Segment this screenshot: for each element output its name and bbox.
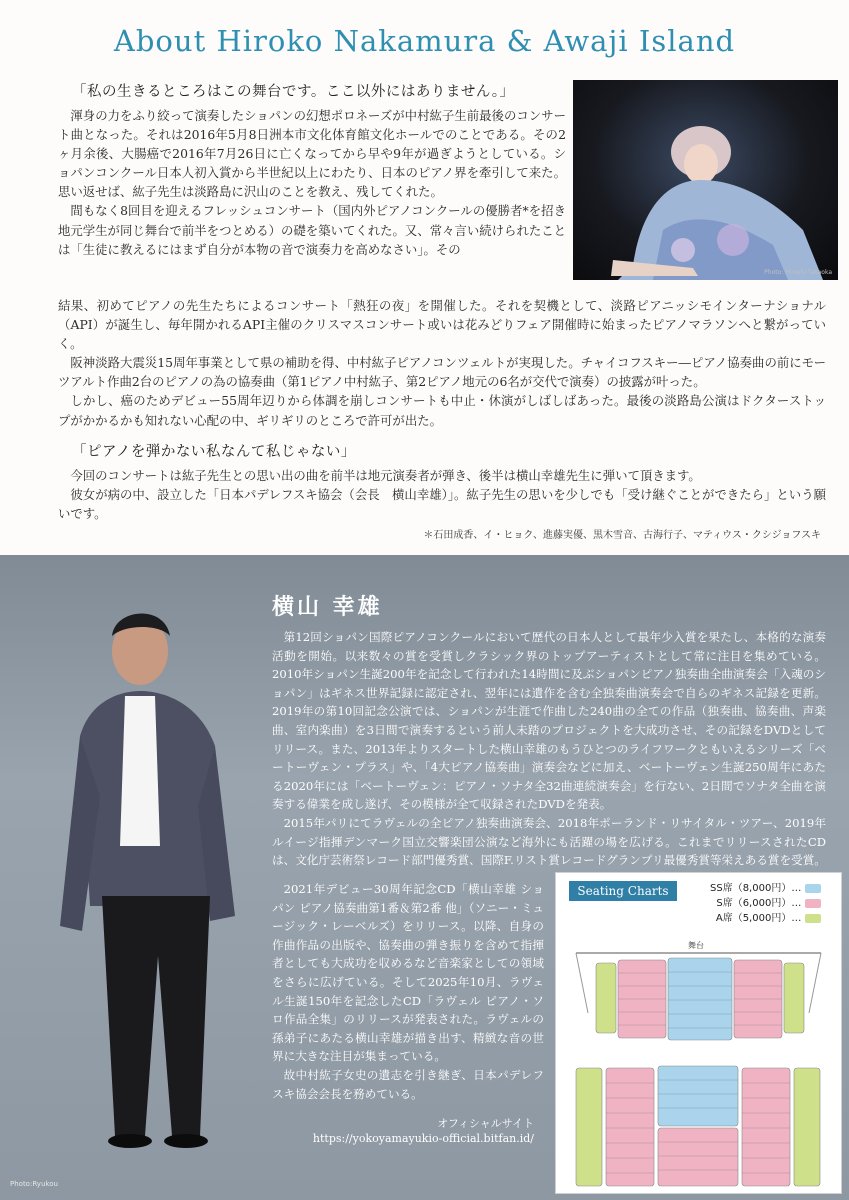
seating-map bbox=[556, 928, 841, 1190]
portrait-photo-hiroko-nakamura bbox=[573, 80, 838, 280]
footnote: ＊石田成香、イ・ヒョク、進藤実優、黒木雪音、古海行子、マティウス・クシジョフスキ bbox=[423, 530, 821, 541]
seating-chart-title: Seating Charts bbox=[569, 881, 677, 901]
legend-label: A席（5,000円）… bbox=[715, 913, 802, 924]
photo-credit: Photo: Hiroshi Takaoka bbox=[764, 269, 832, 276]
portrait-illustration bbox=[573, 80, 838, 280]
paragraph: 彼女が病の中、設立した「日本パデレフスキ協会（会長 横山幸雄）」。紘子先生の思いを少しでも「受け継ぐことができたら」という願いです。 bbox=[58, 487, 826, 522]
seating-legend bbox=[710, 881, 821, 926]
legend-item-s bbox=[710, 896, 821, 911]
legend-item-ss bbox=[710, 881, 821, 896]
official-site-label: オフィシャルサイト bbox=[437, 1117, 534, 1130]
seat-block-s bbox=[658, 1128, 738, 1186]
paragraph: 第12回ショパン国際ピアノコンクールにおいて歴代の日本人として最年少入賞を果たし、本格的な演奏活動を開始。以来数々の賞を受賞しクラシック界のトップアーティストとして常に注目を集めている。2010年ショパン生誕200年を記念して行われた14時間に及ぶショパンピアノ独奏曲全曲演奏会「入魂のショパン」はギネス世界記録に認定され、翌年には遺作を含む全独奏曲演奏会で自らのギネス記録を更新。2019年の第10回記念公演では、ショパンが生涯で作曲した240曲の全ての作品（独奏曲、協奏曲、声楽曲、室内楽曲）を3日間で演奏するという前人未踏のプロジェクトを大成功させ、その記録をDVDとしてリリース。また、2013年よりスタートした横山幸雄のもうひとつのライフワークともいえるシリーズ「ベートーヴェン・プラス」や、「4大ピアノ協奏曲」演奏会などに加え、ベートーヴェン生誕250周年にあたる2020年には「ベートーヴェン：ピアノ・ソナタ全32曲連続演奏会」を行ない、2日間でソナタ全曲を演奏する偉業を成し遂げ、その模様が全て収録されたDVDを発表。 bbox=[272, 630, 826, 812]
seat-block-s bbox=[606, 1068, 654, 1186]
legend-label: SS席（8,000円）… bbox=[710, 883, 802, 894]
quote-1: 「私の生きるところはこの舞台です。ここ以外にはありません。」 bbox=[72, 84, 515, 100]
seat-block-ss bbox=[668, 958, 732, 1040]
paragraph: 故中村紘子女史の遺志を引き継ぎ、日本パデレフスキ協会会長を務めている。 bbox=[272, 1067, 544, 1101]
bio-text-wide bbox=[272, 628, 826, 870]
page-title: About Hiroko Nakamura & Awaji Island bbox=[113, 24, 736, 58]
seat-block-a bbox=[794, 1068, 820, 1186]
seat-block-a bbox=[596, 963, 616, 1033]
seating-chart bbox=[555, 872, 842, 1194]
seat-block-a bbox=[576, 1068, 602, 1186]
photo-credit: Photo:Ryukou bbox=[10, 1180, 58, 1188]
legend-swatch bbox=[805, 899, 821, 908]
legend-swatch bbox=[805, 884, 821, 893]
paragraph: 2015年パリにてラヴェルの全ピアノ独奏曲演奏会、2018年ポーランド・リサイタル・ツアー、2019年ルイージ指揮デンマーク国立交響楽団公演など海外にも活躍の場を広げる。これまでリリースされたCDは、文化庁芸術祭レコード部門優秀賞、国際F.リスト賞レコードグランプリ最優秀賞等栄えある賞を受賞。 bbox=[272, 815, 826, 868]
legend-swatch bbox=[805, 914, 821, 923]
intro-text-narrow bbox=[58, 106, 566, 259]
quote-2: 「ピアノを弾かない私なんて私じゃない」 bbox=[72, 444, 356, 460]
paragraph: 今回のコンサートは紘子先生との思い出の曲を前半は地元演奏者が弾き、後半は横山幸雄先生に弾いて頂きます。 bbox=[70, 468, 701, 483]
portrait-photo-yukio-yokoyama bbox=[60, 596, 260, 1196]
official-site-link[interactable]: https://yokoyamayukio-official.bitfan.id/ bbox=[312, 1132, 534, 1145]
paragraph: 阪神淡路大震災15周年事業として県の補助を得、中村紘子ピアノコンツェルトが実現した。チャイコフスキー―ピアノ協奏曲の前にモーツアルト作曲2台のピアノの為の協奏曲（第1ピアノ中村紘子、第2ピアノ地元の6名が交代で演奏）の披露が叶った。 bbox=[58, 355, 826, 390]
legend-label: S席（6,000円）… bbox=[716, 898, 802, 909]
bio-text-narrow bbox=[272, 880, 544, 1103]
artist-name: 横山 幸雄 bbox=[272, 594, 383, 620]
stage-label: 舞台 bbox=[688, 941, 704, 950]
closing-text bbox=[58, 466, 826, 523]
seat-block-ss bbox=[658, 1066, 738, 1126]
paragraph: 間もなく8回目を迎えるフレッシュコンサート（国内外ピアノコンクールの優勝者*を招き地元学生が同じ舞台で前半をつとめる）の礎を築いてくれた。又、常々言い続けられたことは「生徒に教えるにはまず自分が本物の音で演奏力を高めなさい」。その bbox=[58, 203, 567, 257]
paragraph: 渾身の力をふり絞って演奏したショパンの幻想ポロネーズが中村紘子生前最後のコンサート曲となった。それは2016年5月8日洲本市文化体育館文化ホールでのことである。その2ヶ月余後、大腸癌で2016年7月26日に亡くなってから早や9年が過ぎようとしている。ショパンコンクール日本人初入賞から半世紀以上にわたり、日本のピアノ界を牽引して来た。思い返せば、紘子先生は淡路島に沢山のことを教え、残してくれた。 bbox=[58, 108, 566, 200]
seat-block-a bbox=[784, 963, 804, 1033]
seat-block-s bbox=[742, 1068, 790, 1186]
legend-item-a bbox=[710, 911, 821, 926]
paragraph: しかし、癌のためデビュー55周年辺りから体調を崩しコンサートも中止・休演がしばしばあった。最後の淡路島公演はドクターストップがかかるかも知れない心配の中、ギリギリのところで許可が出た。 bbox=[58, 393, 826, 428]
paragraph: 結果、初めてピアノの先生たちによるコンサート「熱狂の夜」を開催した。それを契機として、淡路ピアニッシモインターナショナル（API）が誕生し、毎年開かれるAPI主催のクリスマスコンサート或いは花みどりフェア開催時に始まったピアノマラソンへと繋がっていく。 bbox=[58, 298, 826, 352]
intro-text-wide bbox=[58, 296, 826, 430]
paragraph: 2021年デビュー30周年記念CD「横山幸雄 ショパン ピアノ協奏曲第1番＆第2番 他」（ソニー・ミュージック・レーベルズ）をリリース。以降、自身の作曲作品の出版や、協奏曲の弾き振りを含めて指揮者としても大成功を収めるなど音楽家としての領域をさらに広げている。そして2025年10月、ラヴェル生誕150年を記念したCD「ラヴェル ピアノ・ソロ作品全集」のリリースが発表された。ラヴェルの孫弟子にあたる横山幸雄が描き出す、精緻な音の世界に大きな注目が集まっている。 bbox=[272, 882, 544, 1064]
